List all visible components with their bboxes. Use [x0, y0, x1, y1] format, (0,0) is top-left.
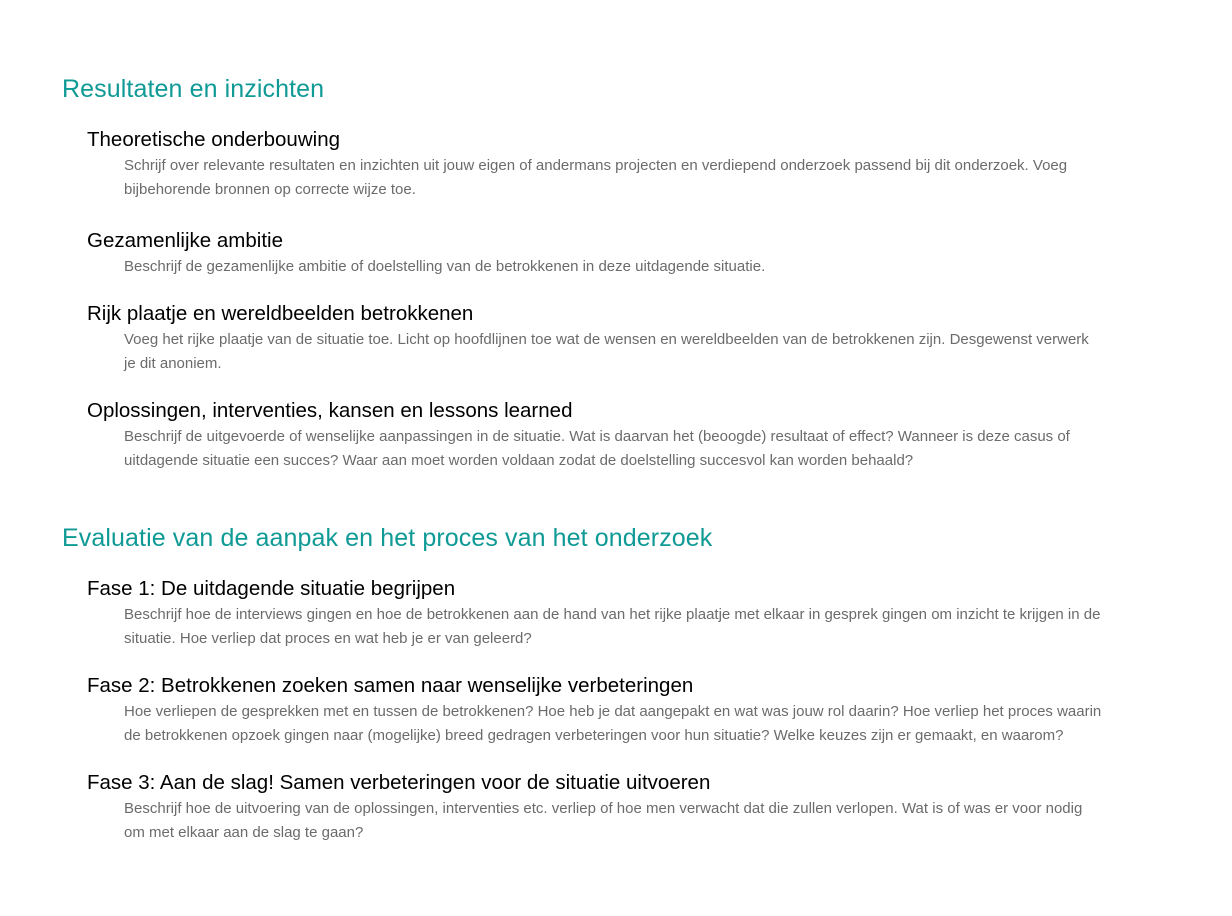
section-evaluatie	[62, 522, 1182, 845]
subsection-text	[124, 154, 1184, 202]
section-title: Resultaten en inzichten	[62, 75, 325, 103]
subsection-text	[124, 328, 1184, 376]
text-line: je dit anoniem.	[124, 355, 222, 372]
subsection-text	[124, 603, 1184, 651]
text-line: Beschrijf de uitgevoerde of wenselijke aanpassingen in de situatie. Wat is daarvan het (beoogde) resultaat of effect? Wanneer is deze casus of	[124, 428, 1070, 445]
subsection-gezamenlijke-ambitie	[87, 227, 1182, 279]
subsection-text	[124, 797, 1184, 845]
subsection-text	[124, 255, 1184, 279]
subsection-title: Theoretische onderbouwing	[87, 128, 340, 151]
text-line: bijbehorende bronnen op correcte wijze toe.	[124, 181, 416, 198]
text-line: Schrijf over relevante resultaten en inzichten uit jouw eigen of andermans projecten en verdiepend onderzoek passend bij dit onderzoek. Voeg	[124, 157, 1068, 174]
subsection-title: Fase 3: Aan de slag! Samen verbeteringen voor de situatie uitvoeren	[87, 771, 711, 794]
subsection-oplossingen	[87, 397, 1182, 473]
subsection-title: Rijk plaatje en wereldbeelden betrokkenen	[87, 302, 474, 325]
text-line: Beschrijf hoe de uitvoering van de oplossingen, interventies etc. verliep of hoe men verwacht dat die zullen verlopen. Wat is of was er voor nodig	[124, 800, 1083, 817]
subsection-text	[124, 425, 1184, 473]
text-line: Hoe verliepen de gesprekken met en tussen de betrokkenen? Hoe heb je dat aangepakt en wat was jouw rol daarin? Hoe verliep het proces waarin	[124, 703, 1102, 720]
text-line: om met elkaar aan de slag te gaan?	[124, 824, 364, 841]
section-title: Evaluatie van de aanpak en het proces van het onderzoek	[62, 524, 713, 552]
subsection-theoretische-onderbouwing	[87, 126, 1182, 202]
subsection-fase-1	[87, 575, 1182, 651]
subsection-title: Oplossingen, interventies, kansen en lessons learned	[87, 399, 573, 422]
subsection-title: Fase 1: De uitdagende situatie begrijpen	[87, 577, 456, 600]
subsection-rijk-plaatje	[87, 300, 1182, 376]
text-line: Beschrijf hoe de interviews gingen en hoe de betrokkenen aan de hand van het rijke plaatje met elkaar in gesprek gingen om inzicht te krijgen in de	[124, 606, 1101, 623]
section-resultaten	[62, 73, 1182, 473]
subsection-title: Gezamenlijke ambitie	[87, 229, 283, 252]
text-line: Beschrijf de gezamenlijke ambitie of doelstelling van de betrokkenen in deze uitdagende situatie.	[124, 258, 766, 275]
text-line: de betrokkenen opzoek gingen naar (mogelijke) breed gedragen verbeteringen voor hun situatie? Welke keuzes zijn er gemaakt, en waarom?	[124, 727, 1064, 744]
text-line: uitdagende situatie een succes? Waar aan moet worden voldaan zodat de doelstelling succesvol kan worden behaald?	[124, 452, 914, 469]
subsection-text	[124, 700, 1184, 748]
subsection-fase-3	[87, 769, 1182, 845]
subsection-fase-2	[87, 672, 1182, 748]
subsection-title: Fase 2: Betrokkenen zoeken samen naar wenselijke verbeteringen	[87, 674, 694, 697]
text-line: Voeg het rijke plaatje van de situatie toe. Licht op hoofdlijnen toe wat de wensen en wereldbeelden van de betrokkenen zijn. Desgewenst verwerk	[124, 331, 1089, 348]
text-line: situatie. Hoe verliep dat proces en wat heb je er van geleerd?	[124, 630, 532, 647]
